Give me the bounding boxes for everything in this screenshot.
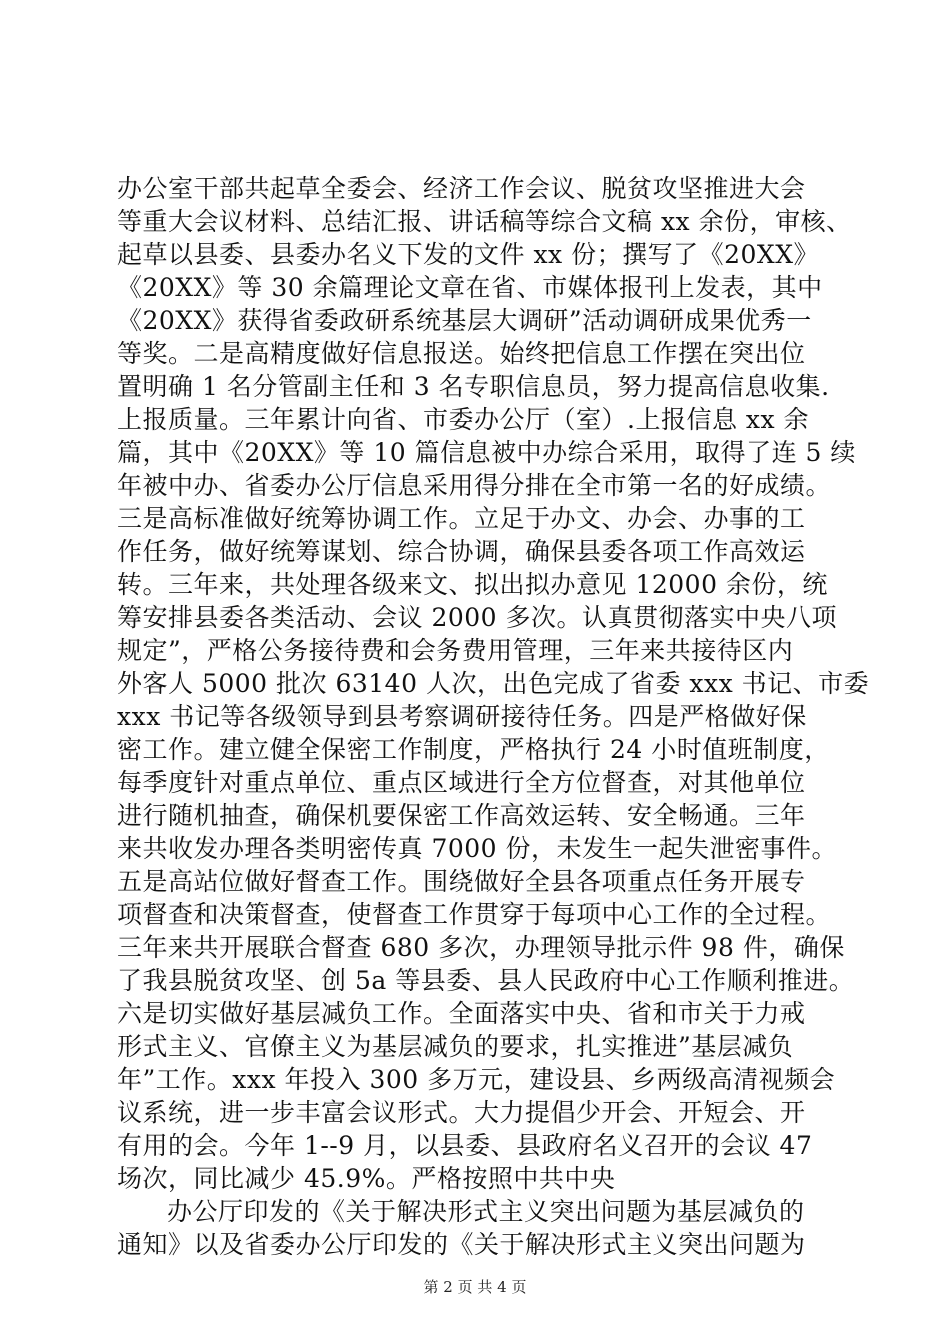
text-line: 六是切实做好基层减负工作。全面落实中央、省和市关于力戒: [117, 999, 806, 1028]
text-line: 等奖。二是高精度做好信息报送。始终把信息工作摆在突出位: [117, 339, 806, 368]
text-line: 项督查和决策督查，使督查工作贯穿于每项中心工作的全过程。: [117, 900, 832, 929]
document-body: [117, 172, 870, 1261]
page-footer: [0, 1276, 950, 1297]
text-line: 有用的会。今年 1--9 月，以县委、县政府名义召开的会议 47: [117, 1131, 813, 1160]
text-line: 篇，其中《20XX》等 10 篇信息被中办综合采用，取得了连 5 续: [117, 438, 856, 467]
paragraph-2: [117, 1195, 847, 1261]
text-line: 年”工作。xxx 年投入 300 多万元，建设县、乡两级高清视频会: [117, 1065, 836, 1094]
text-line: 密工作。建立健全保密工作制度，严格执行 24 小时值班制度，: [117, 735, 830, 764]
page-number-label: 第 2 页 共 4 页: [423, 1278, 527, 1296]
text-line: 置明确 1 名分管副主任和 3 名专职信息员，努力提高信息收集.: [117, 372, 830, 401]
text-line: 起草以县委、县委办名义下发的文件 xx 份；撰写了《20XX》: [117, 240, 820, 269]
text-line: 年被中办、省委办公厅信息采用得分排在全市第一名的好成绩。: [117, 471, 832, 500]
text-line: xxx 书记等各级领导到县考察调研接待任务。四是严格做好保: [117, 702, 807, 731]
text-line: 外客人 5000 批次 63140 人次，出色完成了省委 xxx 书记、市委: [117, 669, 870, 698]
text-line: 通知》以及省委办公厅印发的《关于解决形式主义突出问题为: [117, 1230, 806, 1259]
text-line: 三年来共开展联合督查 680 多次，办理领导批示件 98 件，确保: [117, 933, 845, 962]
text-line: 筹安排县委各类活动、会议 2000 多次。认真贯彻落实中央八项: [117, 603, 838, 632]
text-line: 议系统，进一步丰富会议形式。大力提倡少开会、开短会、开: [117, 1098, 806, 1127]
text-line: 三是高标准做好统筹协调工作。立足于办文、办会、办事的工: [117, 504, 806, 533]
text-line: 等重大会议材料、总结汇报、讲话稿等综合文稿 xx 余份，审核、: [117, 207, 852, 236]
text-line: 五是高站位做好督查工作。围绕做好全县各项重点任务开展专: [117, 867, 806, 896]
text-line: 每季度针对重点单位、重点区域进行全方位督查，对其他单位: [117, 768, 806, 797]
text-line: 来共收发办理各类明密传真 7000 份，未发生一起失泄密事件。: [117, 834, 838, 863]
text-line: 规定”，严格公务接待费和会务费用管理，三年来共接待区内: [117, 636, 794, 665]
text-line: 上报质量。三年累计向省、市委办公厅（室）.上报信息 xx 余: [117, 405, 810, 434]
text-line: 形式主义、官僚主义为基层减负的要求，扎实推进”基层减负: [117, 1032, 794, 1061]
text-line: 了我县脱贫攻坚、创 5a 等县委、县人民政府中心工作顺利推进。: [117, 966, 855, 995]
text-line: 作任务，做好统筹谋划、综合协调，确保县委各项工作高效运: [117, 537, 806, 566]
text-line: 办公室干部共起草全委会、经济工作会议、脱贫攻坚推进大会: [117, 174, 806, 203]
text-line: 办公厅印发的《关于解决形式主义突出问题为基层减负的: [167, 1197, 805, 1226]
text-line: 转。三年来，共处理各级来文、拟出拟办意见 12000 余份，统: [117, 570, 828, 599]
paragraph-1: [117, 172, 870, 1195]
text-line: 《20XX》获得省委政研系统基层大调研”活动调研成果优秀一: [117, 306, 812, 335]
text-line: 进行随机抽查，确保机要保密工作高效运转、安全畅通。三年: [117, 801, 806, 830]
text-line: 《20XX》等 30 余篇理论文章在省、市媒体报刊上发表，其中: [117, 273, 823, 302]
text-line: 场次，同比减少 45.9%。严格按照中共中央: [117, 1164, 616, 1193]
